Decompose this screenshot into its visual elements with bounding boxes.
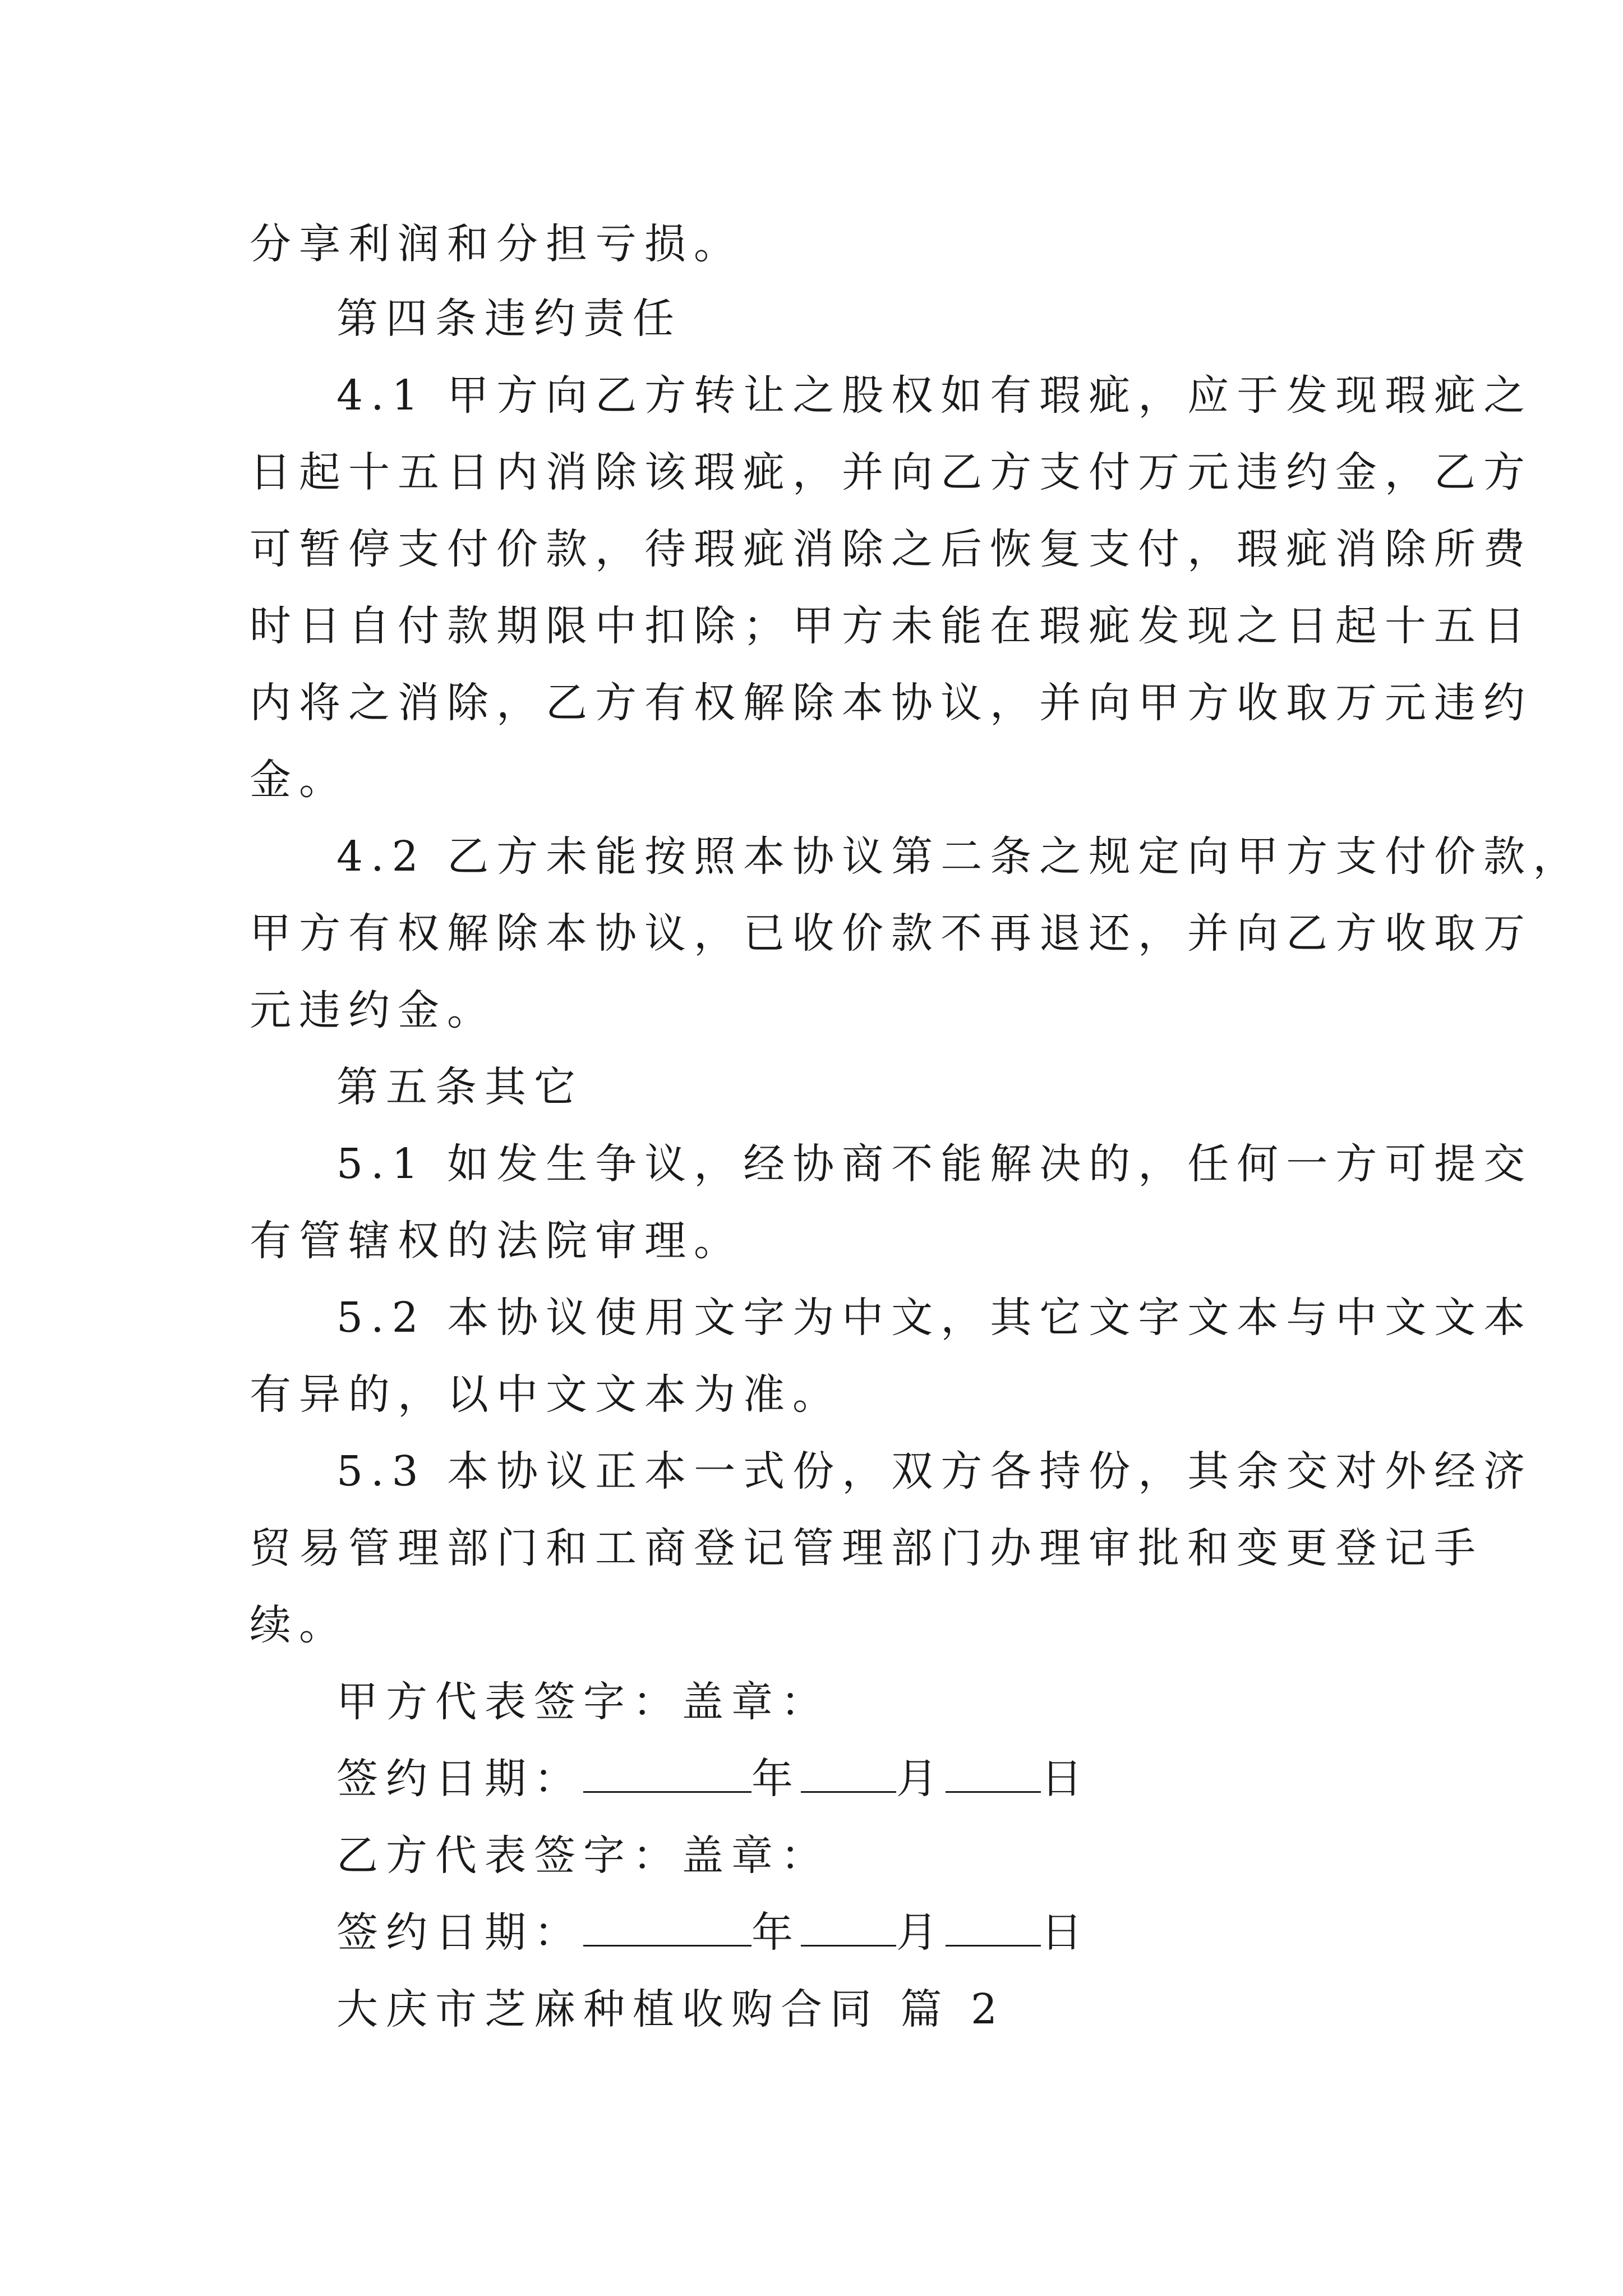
day-label: 日 <box>1041 1908 1090 1957</box>
text-line: 可暂停支付价款，待瑕疵消除之后恢复支付，瑕疵消除所费 <box>250 525 1533 573</box>
party-a-date-line <box>336 1751 1090 1807</box>
party-b-signature-line: 乙方代表签字：盖章： <box>336 1832 830 1880</box>
text-line: 时日自付款期限中扣除；甲方未能在瑕疵发现之日起十五日 <box>250 602 1533 650</box>
party-b-date-line <box>336 1904 1090 1961</box>
text-line: 贸易管理部门和工商登记管理部门办理审批和变更登记手 <box>250 1524 1483 1572</box>
month-blank <box>801 1904 896 1947</box>
text-line: 日起十五日内消除该瑕疵，并向乙方支付万元违约金，乙方 <box>250 448 1533 496</box>
article-heading: 第四条违约责任 <box>336 295 682 343</box>
month-label: 月 <box>896 1755 946 1803</box>
text-line: 续。 <box>250 1601 348 1649</box>
text-line: 内将之消除，乙方有权解除本协议，并向甲方收取万元违约 <box>250 679 1533 727</box>
day-blank <box>946 1904 1041 1947</box>
text-line: 有异的，以中文文本为准。 <box>250 1370 842 1419</box>
text-line: 分享利润和分担亏损。 <box>250 220 743 268</box>
text-line: 4.1 甲方向乙方转让之股权如有瑕疵，应于发现瑕疵之 <box>336 371 1533 420</box>
year-label: 年 <box>751 1755 801 1803</box>
text-line: 甲方有权解除本协议，已收价款不再退还，并向乙方收取万 <box>250 909 1533 958</box>
text-line: 元违约金。 <box>250 986 496 1034</box>
year-blank <box>583 1751 751 1793</box>
text-line: 有管辖权的法院审理。 <box>250 1217 743 1265</box>
section-title: 大庆市芝麻种植收购合同 篇 2 <box>336 1985 1006 2033</box>
month-label: 月 <box>896 1908 946 1957</box>
date-label: 签约日期： <box>336 1908 583 1957</box>
text-line: 5.1 如发生争议，经协商不能解决的，任何一方可提交 <box>336 1140 1533 1188</box>
day-label: 日 <box>1041 1755 1090 1803</box>
text-line: 5.3 本协议正本一式份，双方各持份，其余交对外经济 <box>336 1447 1533 1496</box>
text-line: 4.2 乙方未能按照本协议第二条之规定向甲方支付价款， <box>336 832 1583 881</box>
day-blank <box>946 1751 1041 1793</box>
party-a-signature-line: 甲方代表签字：盖章： <box>336 1678 830 1726</box>
month-blank <box>801 1751 896 1793</box>
article-heading: 第五条其它 <box>336 1063 583 1111</box>
text-line: 5.2 本协议使用文字为中文，其它文字文本与中文文本 <box>336 1294 1533 1342</box>
date-label: 签约日期： <box>336 1755 583 1803</box>
year-blank <box>583 1904 751 1947</box>
text-line: 金。 <box>250 756 348 804</box>
year-label: 年 <box>751 1908 801 1957</box>
